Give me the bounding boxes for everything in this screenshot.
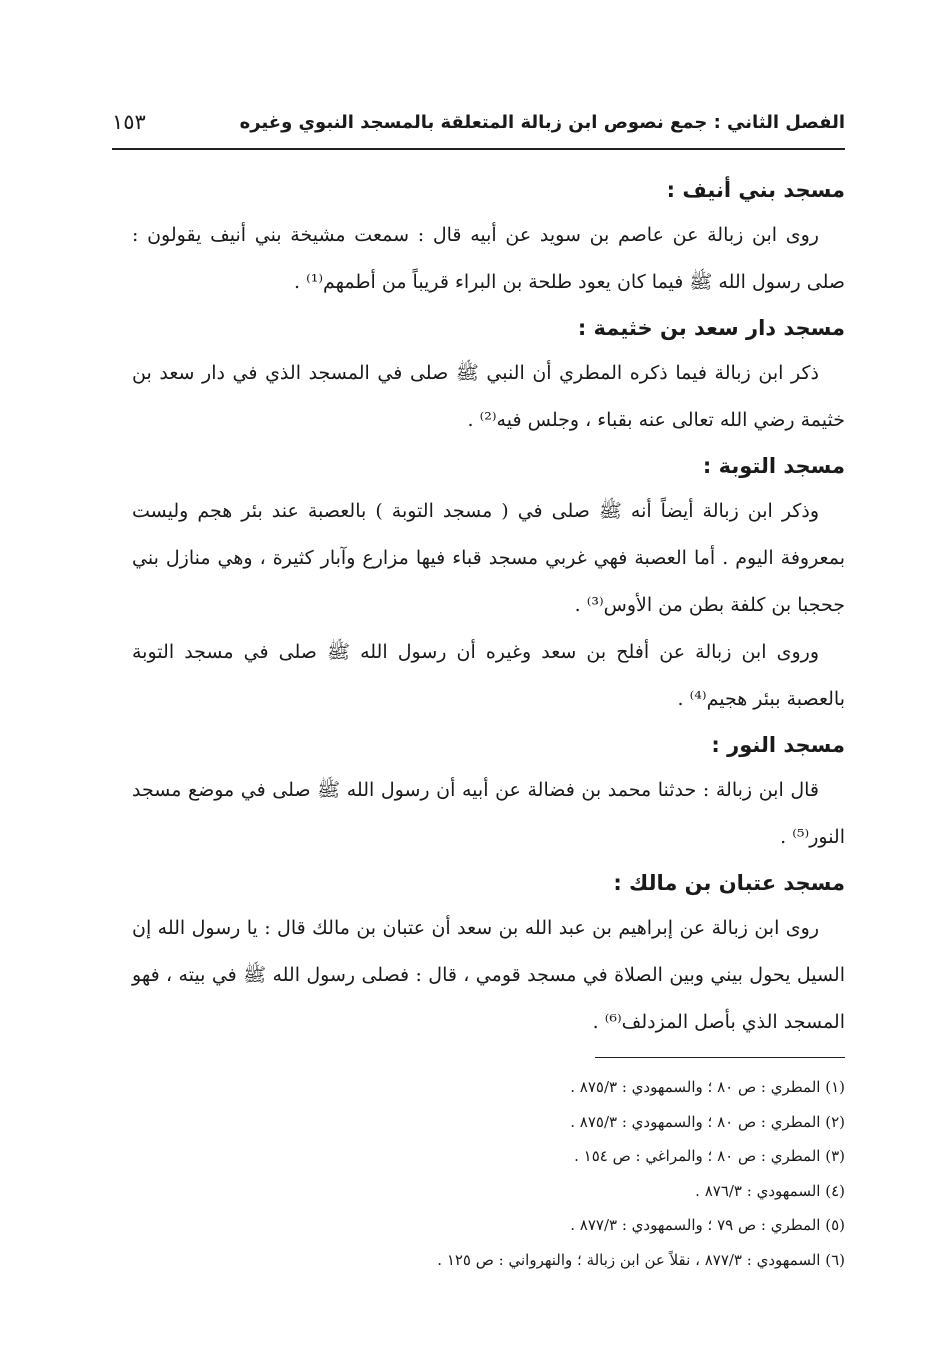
main-text xyxy=(132,168,845,1046)
paragraph: وروى ابن زبالة عن أفلح بن سعد وغيره أن رسول الله ﷺ صلى في مسجد التوبة بالعصبة ببئر هجيم⁽⁴⁾ . xyxy=(132,641,845,710)
section-heading: مسجد بني أنيف : xyxy=(666,178,845,202)
footnote: (٢) المطري : ص ٨٠ ؛ والسمهودي : ٨٧٥/٣ . xyxy=(570,1112,845,1131)
page-number: ١٥٣ xyxy=(112,110,146,134)
footnote: (٣) المطري : ص ٨٠ ؛ والمراغي : ص ١٥٤ . xyxy=(574,1147,845,1165)
section-heading: مسجد عتبان بن مالك : xyxy=(613,871,845,895)
chapter-title: الفصل الثاني : جمع نصوص ابن زبالة المتعلقة بالمسجد النبوي وغيره xyxy=(239,112,845,133)
paragraph: روى ابن زبالة عن عاصم بن سويد عن أبيه قال : سمعت مشيخة بني أنيف يقولون : صلى رسول الله ﷺ فيما كان يعود طلحة بن البراء قريباً من أطمهم⁽¹⁾ . xyxy=(132,224,845,293)
footnote: (٥) المطري : ص ٧٩ ؛ والسمهودي : ٨٧٧/٣ . xyxy=(570,1216,845,1234)
section-heading: مسجد التوبة : xyxy=(702,454,845,478)
footnote: (٦) السمهودي : ٨٧٧/٣ ، نقلاً عن ابن زبالة ؛ والنهرواني : ص ١٢٥ . xyxy=(437,1250,845,1269)
footnote-divider xyxy=(595,1057,845,1058)
footnote: (١) المطري : ص ٨٠ ؛ والسمهودي : ٨٧٥/٣ . xyxy=(570,1078,845,1096)
footnote: (٤) السمهودي : ٨٧٦/٣ . xyxy=(695,1181,845,1200)
running-header xyxy=(112,108,845,150)
section-heading: مسجد النور : xyxy=(711,733,845,757)
paragraph: وذكر ابن زبالة أيضاً أنه ﷺ صلى في ( مسجد التوبة ) بالعصبة عند بئر هجم وليست بمعروفة اليوم . أما العصبة فهي غربي مسجد قباء فيها مزارع وآبار كثيرة ، وهي منازل بني جحجبا بن كلفة بطن من الأوس⁽³⁾ . xyxy=(132,500,845,616)
footnotes xyxy=(132,1070,845,1277)
paragraph: قال ابن زبالة : حدثنا محمد بن فضالة عن أبيه أن رسول الله ﷺ صلى في موضع مسجد النور⁽⁵⁾ . xyxy=(132,779,845,848)
paragraph: ذكر ابن زبالة فيما ذكره المطري أن النبي ﷺ صلى في المسجد الذي في دار سعد بن خثيمة رضي الله تعالى عنه بقباء ، وجلس فيه⁽²⁾ . xyxy=(132,362,845,431)
paragraph: روى ابن زبالة عن إبراهيم بن عبد الله بن سعد أن عتبان بن مالك قال : يا رسول الله إن السيل يحول بيني وبين الصلاة في مسجد قومي ، قال : فصلى رسول الله ﷺ في بيته ، فهو المسجد الذي بأصل المزدلف⁽⁶⁾ . xyxy=(132,917,845,1033)
section-heading: مسجد دار سعد بن خثيمة : xyxy=(577,316,845,340)
